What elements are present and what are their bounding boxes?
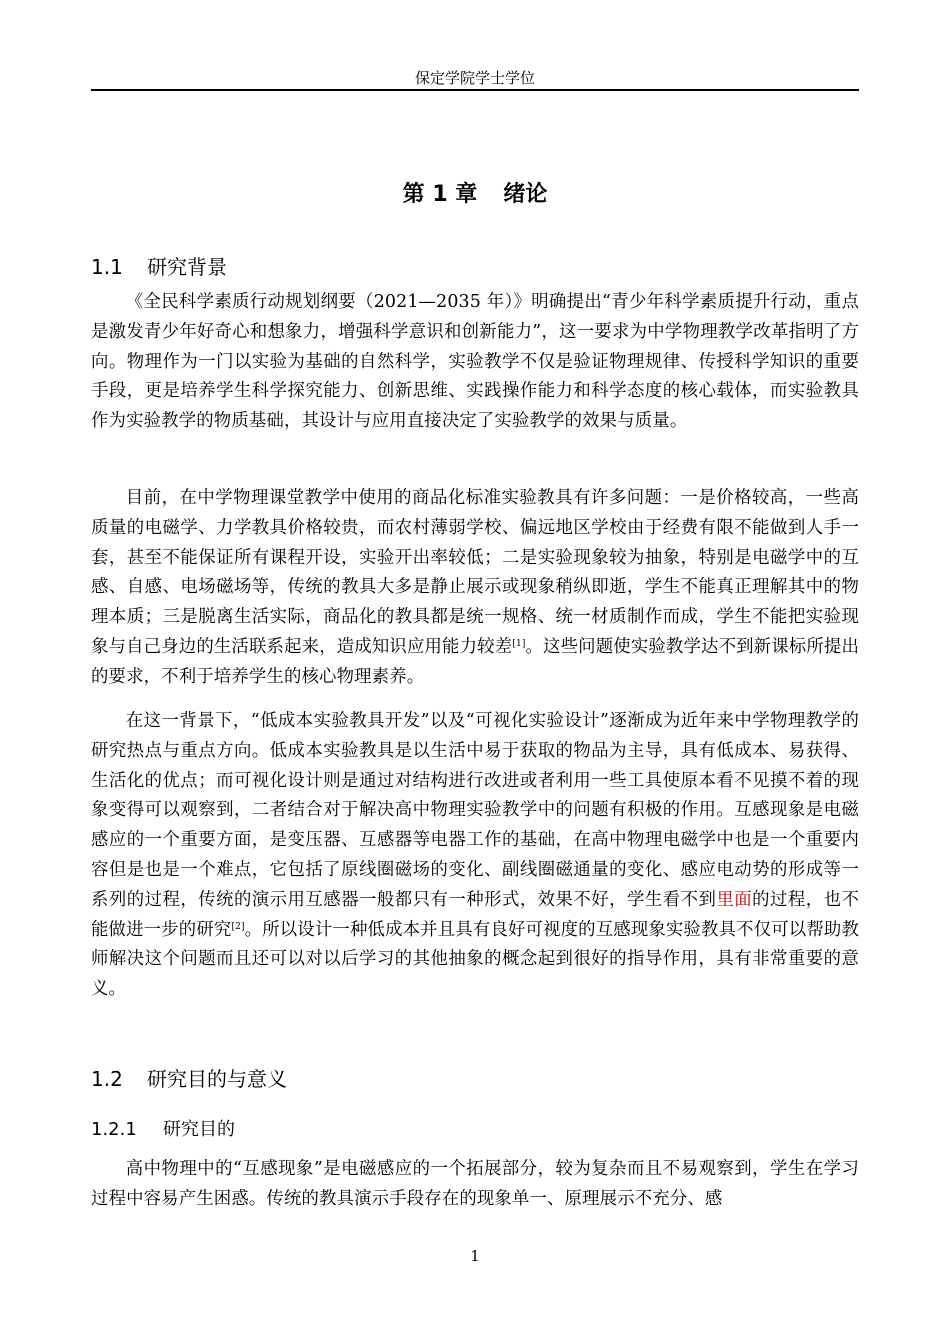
page-number: 1 (470, 1247, 480, 1265)
paragraph-3-text-b: 的过程，也不能做进一步的研究 (91, 889, 859, 940)
paragraph-2-text-b: 。这些问题使实验教学达不到新课标所提出的要求，不利于培养学生的核心物理素养。 (91, 636, 859, 687)
citation-2: [2] (231, 921, 245, 932)
paragraph-2 (91, 484, 859, 693)
paragraph-3-text-c: 。所以设计一种低成本并且具有良好可视度的互感现象实验教具不仅可以帮助教师解决这个问题而且还可以对以后学习的其他抽象的概念起到很好的指导作用，具有非常重要的意义。 (91, 919, 859, 1000)
paragraph-2-text-a: 目前，在中学物理课堂教学中使用的商品化标准实验教具有许多问题：一是价格较高，一些高质量的电磁学、力学教具价格较贵，而农村薄弱学校、偏远地区学校由于经费有限不能做到人手一套，甚至不能保证所有课程开设，实验开出率较低；二是实验现象较为抽象，特别是电磁学中的互感、自感、电场磁场等，传统的教具大多是静止展示或现象稍纵即逝，学生不能真正理解其中的物理本质；三是脱离生活实际，商品化的教具都是统一规格、统一材质制作而成，学生不能把实验现象与自己身边的生活联系起来，造成知识应用能力较差 (91, 488, 859, 657)
section-number: 1.2 (91, 1067, 123, 1091)
subsection-heading-1-2-1 (91, 1117, 235, 1143)
paragraph-3-text-a: 在这一背景下，“低成本实验教具开发”以及“可视化实验设计”逐渐成为近年来中学物理教学的研究热点与重点方向。低成本实验教具是以生活中易于获取的物品为主导，具有低成本、易获得、生活化的优点；而可视化设计则是通过对结构进行改进或者利用一些工具使原本看不见摸不着的现象变得可以观察到，二者结合对于解决高中物理实验教学中的问题有积极的作用。互感现象是电磁感应的一个重要方面，是变压器、互感器等电器工作的基础，在高中物理电磁学中也是一个重要内容但是也是一个难点，它包括了原线圈磁场的变化、副线圈磁通量的变化、感应电动势的形成等一系列的过程，传统的演示用互感器一般都只有一种形式，效果不好，学生看不到 (91, 711, 859, 910)
paragraph-1: 《全民科学素质行动规划纲要（2021—2035 年）》明确提出“青少年科学素质提升行动，重点是激发青少年好奇心和想象力，增强科学意识和创新能力”，这一要求为中学物理教学改革指明了方向。物理作为一门以实验为基础的自然科学，实验教学不仅是验证物理规律、传授科学知识的重要手段，更是培养学生科学探究能力、创新思维、实践操作能力和科学态度的核心载体，而实验教具作为实验教学的物质基础，其设计与应用直接决定了实验教学的效果与质量。 (91, 292, 859, 432)
citation-1: [1] (512, 638, 526, 649)
subsection-title: 研究目的 (163, 1119, 235, 1140)
highlighted-text: 里面 (716, 889, 753, 910)
chapter-number: 第 1 章 (402, 182, 478, 207)
paragraph-4: 高中物理中的“互感现象”是电磁感应的一个拓展部分，较为复杂而且不易观察到，学生在学习过程中容易产生困惑。传统的教具演示手段存在的现象单一、原理展示不充分、感 (91, 1159, 859, 1209)
chapter-name: 绪论 (503, 182, 548, 207)
page-header: 保定学院学士学位 (414, 69, 535, 87)
section-number: 1.1 (91, 255, 123, 279)
section-title: 研究目的与意义 (147, 1067, 287, 1091)
subsection-number: 1.2.1 (91, 1119, 137, 1140)
section-heading-1-1 (91, 253, 227, 281)
section-heading-1-2 (91, 1065, 287, 1093)
paragraph-3 (91, 707, 859, 1005)
section-title: 研究背景 (147, 255, 227, 279)
header-rule (91, 89, 859, 91)
chapter-title (91, 180, 859, 210)
